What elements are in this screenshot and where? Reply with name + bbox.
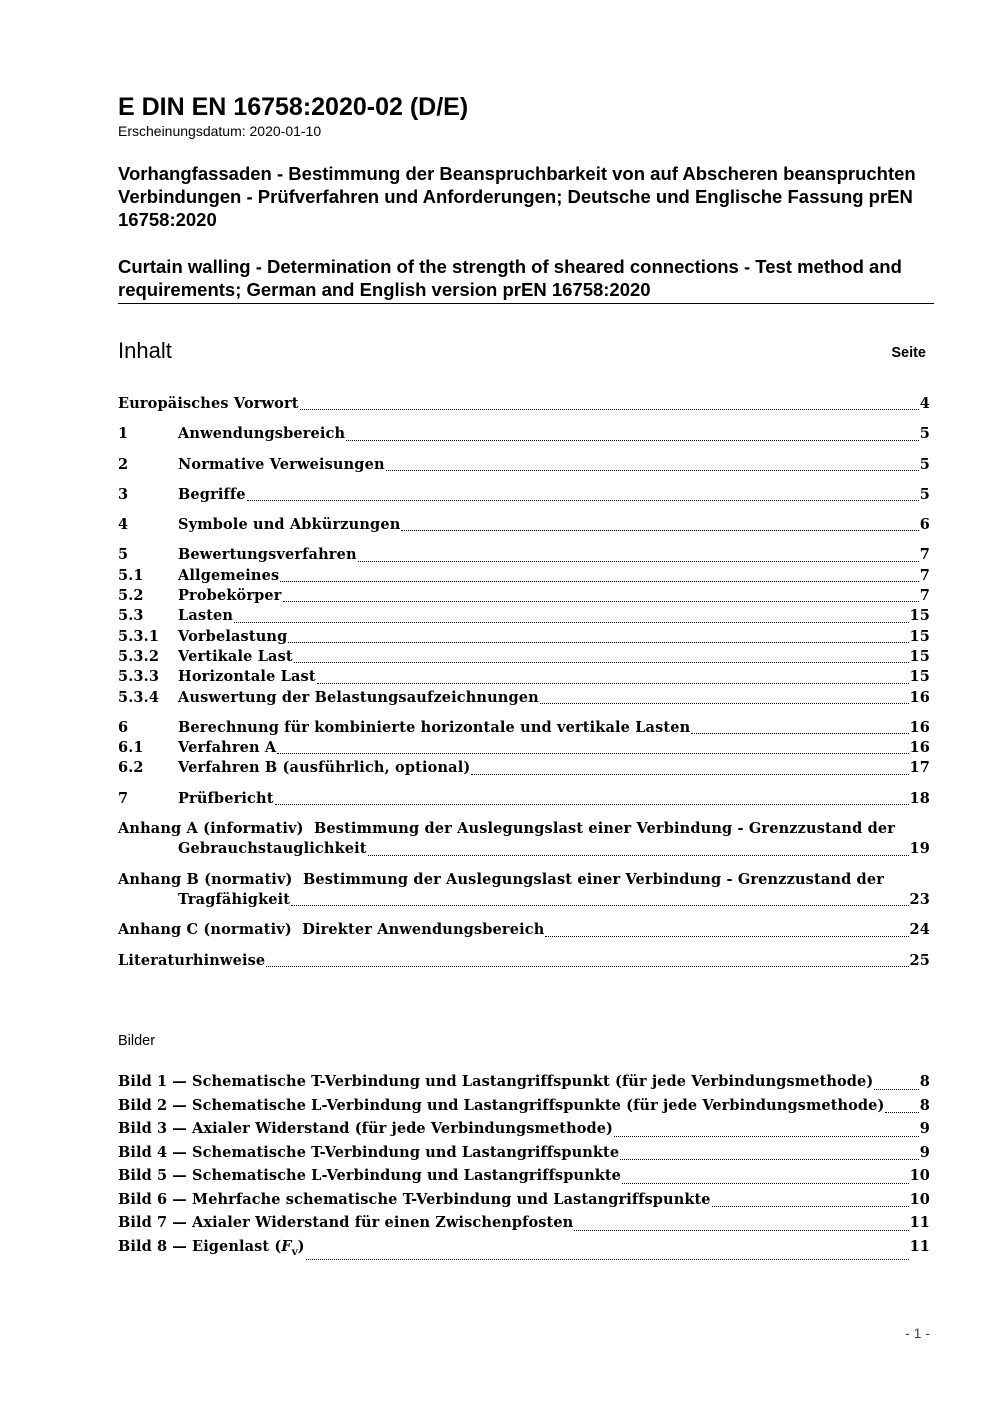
dot-leader	[317, 682, 909, 684]
toc-entry-number: 6	[118, 718, 129, 736]
toc-entry[interactable]	[118, 738, 930, 758]
toc-entry[interactable]	[118, 545, 930, 565]
figure-entry-page: 11	[909, 1237, 930, 1255]
toc-entry-page: 19	[909, 840, 930, 858]
dot-leader	[691, 732, 908, 734]
dot-leader	[574, 1229, 908, 1231]
toc-entry-page: 25	[909, 951, 930, 969]
toc-entry-title: Begriffe	[178, 485, 246, 503]
page-number: - 1 -	[905, 1325, 930, 1341]
dot-leader	[288, 641, 908, 643]
toc-entry[interactable]	[118, 951, 930, 971]
dot-leader	[622, 1182, 909, 1184]
toc-entry-title: Literaturhinweise	[118, 951, 266, 969]
figure-entry-title: Bild 1 — Schematische T-Verbindung und Lastangriffspunkt (für jede Verbindungsmethode)	[118, 1073, 874, 1090]
title-english: Curtain walling - Determination of the strength of sheared connections - Test method and requirements; German and English version prEN 16758:2020	[118, 255, 934, 304]
dot-leader	[306, 1258, 909, 1260]
dot-leader	[283, 600, 919, 602]
publication-date: Erscheinungsdatum: 2020-01-10	[118, 123, 322, 139]
toc-entry[interactable]	[118, 627, 930, 647]
toc-entry-page: 23	[909, 890, 930, 908]
toc-entry-title: Verfahren A	[178, 739, 277, 757]
figure-entry-page: 9	[919, 1143, 930, 1161]
figure-entry-title: Bild 2 — Schematische L-Verbindung und Lastangriffspunkte (für jede Verbindungsmethode)	[118, 1096, 885, 1114]
figure-entry-title: Bild 4 — Schematische T-Verbindung und Lastangriffspunkte	[118, 1143, 620, 1161]
toc-entry-page: 7	[919, 546, 930, 564]
toc-entry-number: 6.2	[118, 759, 144, 777]
figure-entry-title: Bild 7 — Axialer Widerstand für einen Zwischenpfosten	[118, 1214, 574, 1231]
dot-leader	[247, 499, 919, 501]
dot-leader	[346, 439, 919, 441]
title-german: Vorhangfassaden - Bestimmung der Beanspruchbarkeit von auf Abscheren beanspruchten Verbindungen - Prüfverfahren und Anforderungen; Deutsche und Englische Fassung prEN 16758:2020	[118, 163, 916, 230]
toc-entry[interactable]	[118, 394, 930, 414]
dot-leader	[712, 1205, 909, 1207]
toc-heading: Inhalt	[118, 338, 172, 363]
toc-entry-title: Horizontale Last	[178, 668, 316, 686]
toc-entry-page: 7	[919, 566, 930, 584]
toc-entry-number: 5.3.4	[118, 688, 160, 706]
dot-leader	[614, 1135, 919, 1137]
figure-entry-title: Bild 3 — Axialer Widerstand (für jede Verbindungsmethode)	[118, 1120, 614, 1137]
toc-entry[interactable]	[118, 688, 930, 708]
figure-entry-title: Bild 6 — Mehrfache schematische T-Verbindung und Lastangriffspunkte	[118, 1190, 711, 1208]
toc-entry-title: Anwendungsbereich	[178, 425, 346, 443]
toc-entry-number: 7	[118, 789, 129, 807]
dot-leader	[401, 529, 918, 531]
figure-entry-page: 11	[909, 1214, 930, 1231]
toc-annex-entry[interactable]	[118, 819, 930, 860]
figure-entry-page: 9	[919, 1120, 930, 1137]
toc-entry-page: 16	[909, 718, 930, 736]
toc-entry-number: 1	[118, 425, 129, 443]
toc-entry-number: 2	[118, 455, 129, 473]
dot-leader	[275, 803, 909, 805]
dot-leader	[540, 702, 909, 704]
document-header	[118, 92, 934, 304]
toc-entry-number: 5.3.1	[118, 627, 160, 645]
toc-page-label: Seite	[891, 345, 926, 361]
toc-entry[interactable]	[118, 424, 930, 444]
toc-entry-number: 5	[118, 546, 129, 564]
toc-entry-title: Bewertungsverfahren	[178, 546, 357, 564]
toc-entry-title: Berechnung für kombinierte horizontale und vertikale Lasten	[178, 718, 691, 736]
figure-entry[interactable]	[118, 1211, 930, 1235]
toc-entry-page: 24	[909, 921, 930, 939]
toc-entry-page: 15	[909, 668, 930, 686]
dot-leader	[471, 773, 908, 775]
dot-leader	[885, 1111, 918, 1113]
toc-entry-page: 15	[909, 647, 930, 665]
toc-entry-title: Vorbelastung	[178, 627, 288, 645]
figure-entry-page: 8	[919, 1073, 930, 1090]
figure-entry-title: Bild 5 — Schematische L-Verbindung und Lastangriffspunkte	[118, 1167, 621, 1184]
figure-entry[interactable]	[118, 1117, 930, 1141]
toc-entry-title: Prüfbericht	[178, 789, 274, 807]
toc-entry[interactable]	[118, 566, 930, 586]
toc-entry-page: 5	[919, 455, 930, 473]
figure-entry[interactable]	[118, 1070, 930, 1094]
dot-leader	[300, 408, 919, 410]
dot-leader	[280, 580, 918, 582]
annex-title-line2: Gebrauchstauglichkeit	[178, 840, 367, 858]
toc-annex-entry[interactable]	[118, 920, 930, 940]
toc-entry-page: 18	[909, 789, 930, 807]
toc-entry-number: 3	[118, 485, 129, 503]
toc-entry-page: 15	[909, 607, 930, 625]
toc-entry-title: Normative Verweisungen	[178, 455, 385, 473]
toc-entry-page: 16	[909, 739, 930, 757]
force-symbol: F	[281, 1237, 292, 1255]
figure-entry[interactable]	[118, 1094, 930, 1118]
toc-entry-number: 6.1	[118, 739, 144, 757]
toc-header	[118, 338, 926, 364]
toc-entry[interactable]	[118, 667, 930, 687]
dot-leader	[368, 854, 909, 856]
toc-entry-number: 5.3.2	[118, 647, 160, 665]
force-subscript: v	[291, 1246, 298, 1258]
toc-entry-page: 16	[909, 688, 930, 706]
dot-leader	[277, 752, 908, 754]
toc-entry[interactable]	[118, 718, 930, 738]
toc-entry-page: 6	[919, 516, 930, 534]
toc-entry-number: 5.1	[118, 566, 144, 584]
figures-heading: Bilder	[118, 1033, 156, 1049]
toc-entry-number: 5.3	[118, 607, 144, 625]
figure-entry-title	[118, 1235, 305, 1264]
toc-entry-title: Auswertung der Belastungsaufzeichnungen	[178, 688, 539, 706]
annex-title-line1: Anhang A (informativ) Bestimmung der Auslegungslast einer Verbindung - Grenzzustand der	[118, 820, 896, 838]
toc-entry-page: 17	[909, 759, 930, 777]
figure-title-prefix: Bild 8 — Eigenlast (	[118, 1237, 282, 1255]
dot-leader	[620, 1158, 919, 1160]
figure-entry[interactable]	[118, 1164, 930, 1188]
table-of-contents	[118, 394, 930, 971]
toc-entry[interactable]	[118, 586, 930, 606]
toc-entry-page: 5	[919, 425, 930, 443]
toc-entry-title: Symbole und Abkürzungen	[178, 516, 401, 534]
dot-leader	[358, 560, 919, 562]
toc-entry[interactable]	[118, 515, 930, 535]
figure-entry-page: 10	[909, 1190, 930, 1208]
toc-entry-page: 7	[919, 587, 930, 605]
annex-title-line1: Anhang B (normativ) Bestimmung der Auslegungslast einer Verbindung - Grenzzustand der	[118, 870, 885, 888]
toc-entry-title: Verfahren B (ausführlich, optional)	[178, 759, 471, 777]
toc-annex-entry[interactable]	[118, 870, 930, 911]
toc-entry-page: 4	[919, 395, 930, 412]
annex-title-line2: Tragfähigkeit	[178, 890, 291, 908]
dot-leader	[874, 1088, 918, 1090]
toc-entry-number: 5.2	[118, 587, 144, 605]
toc-entry-title: Vertikale Last	[178, 647, 293, 665]
toc-entry-title: Europäisches Vorwort	[118, 395, 299, 412]
toc-entry[interactable]	[118, 485, 930, 505]
dot-leader	[234, 621, 908, 623]
toc-entry[interactable]	[118, 789, 930, 809]
figure-title-suffix: )	[297, 1237, 305, 1255]
figure-entry[interactable]	[118, 1235, 930, 1264]
toc-entry[interactable]	[118, 647, 930, 667]
dot-leader	[266, 965, 908, 967]
dot-leader	[386, 469, 919, 471]
toc-entry-title: Probekörper	[178, 587, 282, 605]
toc-entry-title: Anhang C (normativ) Direkter Anwendungsbereich	[118, 921, 545, 939]
figure-entry[interactable]	[118, 1188, 930, 1212]
figure-entry-page: 10	[909, 1167, 930, 1184]
toc-entry[interactable]	[118, 758, 930, 778]
figure-entry[interactable]	[118, 1141, 930, 1165]
toc-entry[interactable]	[118, 606, 930, 626]
figure-entry-page: 8	[919, 1096, 930, 1114]
toc-entry-number: 4	[118, 516, 129, 534]
list-of-figures	[118, 1070, 930, 1264]
toc-entry-page: 15	[909, 627, 930, 645]
toc-entry[interactable]	[118, 455, 930, 475]
toc-entry-title: Allgemeines	[178, 566, 280, 584]
toc-entry-number: 5.3.3	[118, 668, 160, 686]
dot-leader	[545, 935, 908, 937]
toc-entry-page: 5	[919, 485, 930, 503]
toc-entry-title: Lasten	[178, 607, 234, 625]
dot-leader	[294, 661, 909, 663]
dot-leader	[291, 904, 908, 906]
document-number: E DIN EN 16758:2020-02 (D/E)	[118, 93, 469, 121]
